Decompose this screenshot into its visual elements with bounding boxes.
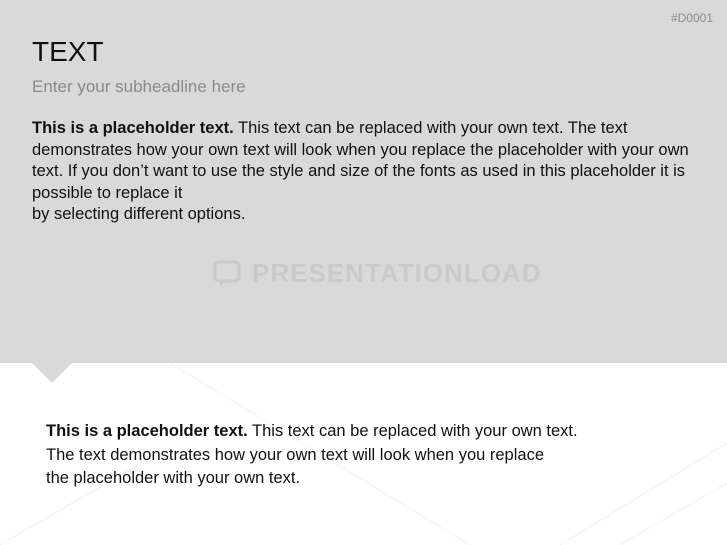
bottom-text-block	[46, 420, 646, 491]
main-text-body: This text can be replaced with your own text. The text demonstrates how your own text will look when you replace the placeholder with your own text. If you don’t want to use the style and size of the fonts as used in this placeholder it is possible to replace it	[32, 119, 689, 202]
watermark-text: PRESENTATIONLOAD	[252, 258, 542, 288]
bottom-text-line1: This text can be replaced with your own text.	[247, 422, 578, 440]
main-text-bold: This is a placeholder text.	[32, 119, 234, 137]
bottom-text-line3: the placeholder with your own text.	[46, 469, 301, 487]
bottom-text-bold: This is a placeholder text.	[46, 422, 248, 440]
main-text-block	[32, 118, 702, 226]
slide-id: #D0001	[670, 11, 713, 25]
bottom-text-line2: The text demonstrates how your own text will look when you replace	[46, 445, 544, 464]
speech-bubble-icon	[212, 259, 242, 289]
subheadline: Enter your subheadline here	[32, 77, 246, 96]
watermark	[212, 258, 541, 289]
main-text-last-line: by selecting different options.	[32, 205, 246, 223]
page-title: TEXT	[32, 36, 104, 67]
